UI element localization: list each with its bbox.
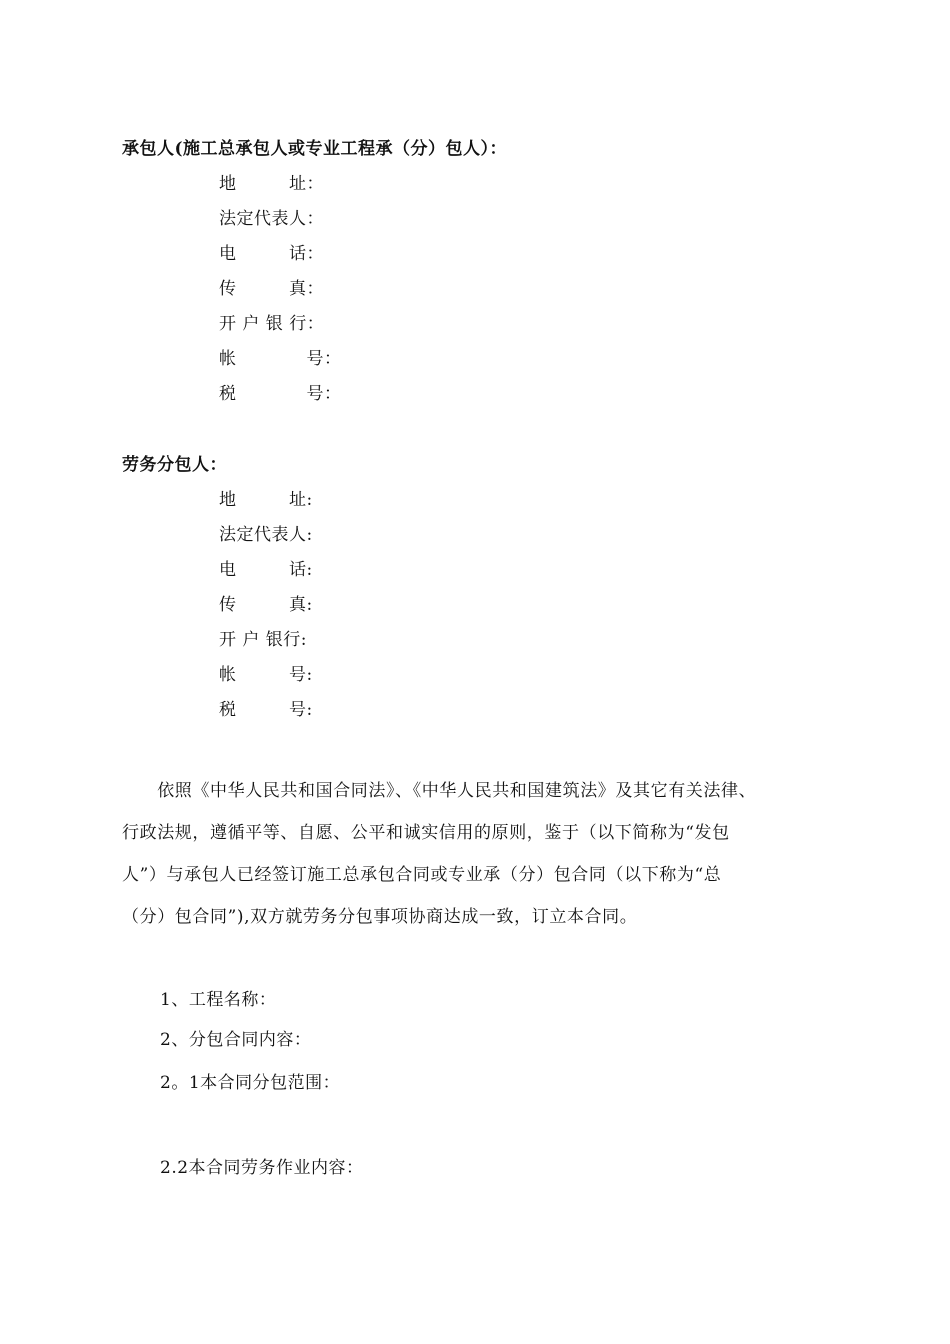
contractor-address-label: 地 址： — [219, 174, 324, 194]
subcontractor-fax-label: 传 真: — [219, 595, 313, 615]
contractor-account-label: 帐 号： — [219, 349, 342, 369]
contractor-fax-label: 传 真： — [219, 279, 324, 299]
preamble-line: 行政法规，遵循平等、自愿、公平和诚实信用的原则，鉴于（以下简称为“发包 — [122, 823, 730, 843]
subcontractor-bank-label: 开 户 银行: — [219, 630, 308, 650]
contractor-legal-rep-label: 法定代表人： — [219, 209, 324, 229]
contractor-heading: 承包人(施工总承包人或专业工程承（分）包人）： — [122, 139, 508, 159]
clause-project-name: 1、工程名称： — [160, 990, 277, 1010]
clause-labor-work-content: 2.2本合同劳务作业内容： — [160, 1158, 364, 1178]
subcontractor-phone-label: 电 话: — [219, 560, 313, 580]
subcontractor-address-label: 地 址: — [219, 490, 313, 510]
subcontractor-tax-label: 税 号: — [219, 700, 313, 720]
subcontractor-heading: 劳务分包人： — [122, 455, 227, 475]
clause-subcontract-content: 2、分包合同内容： — [160, 1030, 312, 1050]
clause-subcontract-scope: 2。1本合同分包范围： — [160, 1073, 341, 1093]
contractor-tax-label: 税 号： — [219, 384, 342, 404]
preamble-line: 人”）与承包人已经签订施工总承包合同或专业承（分）包合同（以下称为“总 — [122, 865, 722, 885]
preamble-line: （分）包合同”),双方就劳务分包事项协商达成一致，订立本合同。 — [122, 907, 638, 927]
subcontractor-account-label: 帐 号: — [219, 665, 313, 685]
subcontractor-legal-rep-label: 法定代表人: — [219, 525, 313, 545]
preamble-line: 依照《中华人民共和国合同法》、《中华人民共和国建筑法》及其它有关法律、 — [122, 781, 757, 801]
contractor-phone-label: 电 话： — [219, 244, 324, 264]
contractor-bank-label: 开 户 银 行： — [219, 314, 325, 334]
